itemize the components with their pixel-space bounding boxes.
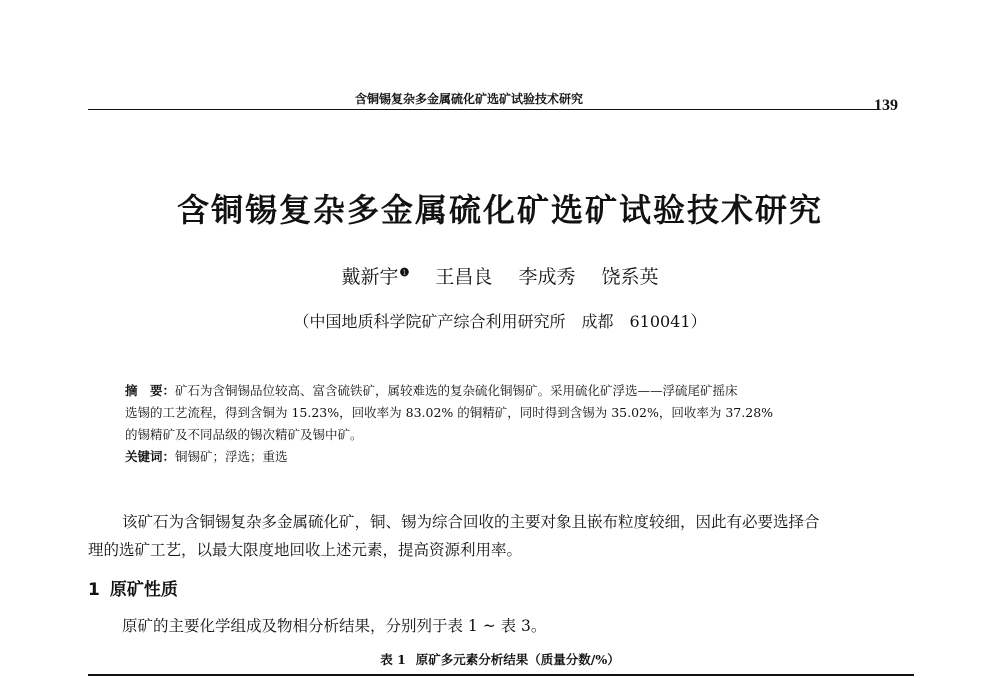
keywords (125, 446, 885, 468)
intro-line-1: 该矿石为含铜锡复杂多金属硫化矿，铜、锡为综合回收的主要对象且嵌布粒度较细，因此有必要选择合 (122, 513, 820, 531)
abstract-label: 摘 要： (125, 383, 176, 398)
table-caption-text: 原矿多元素分析结果（质量分数/%） (415, 652, 620, 667)
section-number: 1 (88, 580, 100, 600)
footnote-marker: ❶ (399, 265, 410, 279)
table-caption (0, 650, 1000, 668)
table-top-rule (88, 674, 914, 676)
keywords-label: 关键词： (125, 449, 176, 464)
intro-paragraph (88, 508, 918, 564)
abstract (125, 380, 885, 468)
section-heading (88, 575, 178, 600)
running-header (0, 90, 1000, 116)
table-tag: 表 1 (380, 652, 406, 667)
author-4: 饶系英 (601, 266, 659, 288)
keywords-value: 铜锡矿；浮选；重选 (175, 449, 288, 464)
section-title: 原矿性质 (109, 580, 178, 600)
abstract-line-3: 的锡精矿及不同品级的锡次精矿及锡中矿。 (125, 427, 363, 442)
running-title: 含铜锡复杂多金属硫化矿选矿试验技术研究 (355, 92, 584, 106)
page-number: 139 (874, 97, 898, 114)
header-rule (88, 109, 878, 110)
author-2: 王昌良 (435, 266, 493, 288)
author-list (0, 262, 1000, 289)
affiliation: （中国地质科学院矿产综合利用研究所 成都 610041） (293, 312, 707, 331)
author-1: 戴新宇$^❶$ (341, 265, 410, 288)
section-paragraph: 原矿的主要化学组成及物相分析结果，分别列于表 1 ~ 表 3。 (122, 617, 547, 635)
abstract-line-1: 摘 要：矿石为含铜锡品位较高、富含硫铁矿，属较难选的复杂硫化铜锡矿。采用硫化矿浮选——浮硫尾矿摇床 (125, 383, 738, 398)
author-3: 李成秀 (518, 266, 576, 288)
article-title: 含铜锡复杂多金属硫化矿选矿试验技术研究 (176, 191, 823, 229)
intro-line-2: 理的选矿工艺，以最大限度地回收上述元素，提高资源利用率。 (88, 541, 523, 559)
abstract-line-2: 选锡的工艺流程，得到含铜为 15.23%，回收率为 83.02% 的铜精矿，同时得到含锡为 35.02%，回收率为 37.28% (125, 405, 774, 420)
